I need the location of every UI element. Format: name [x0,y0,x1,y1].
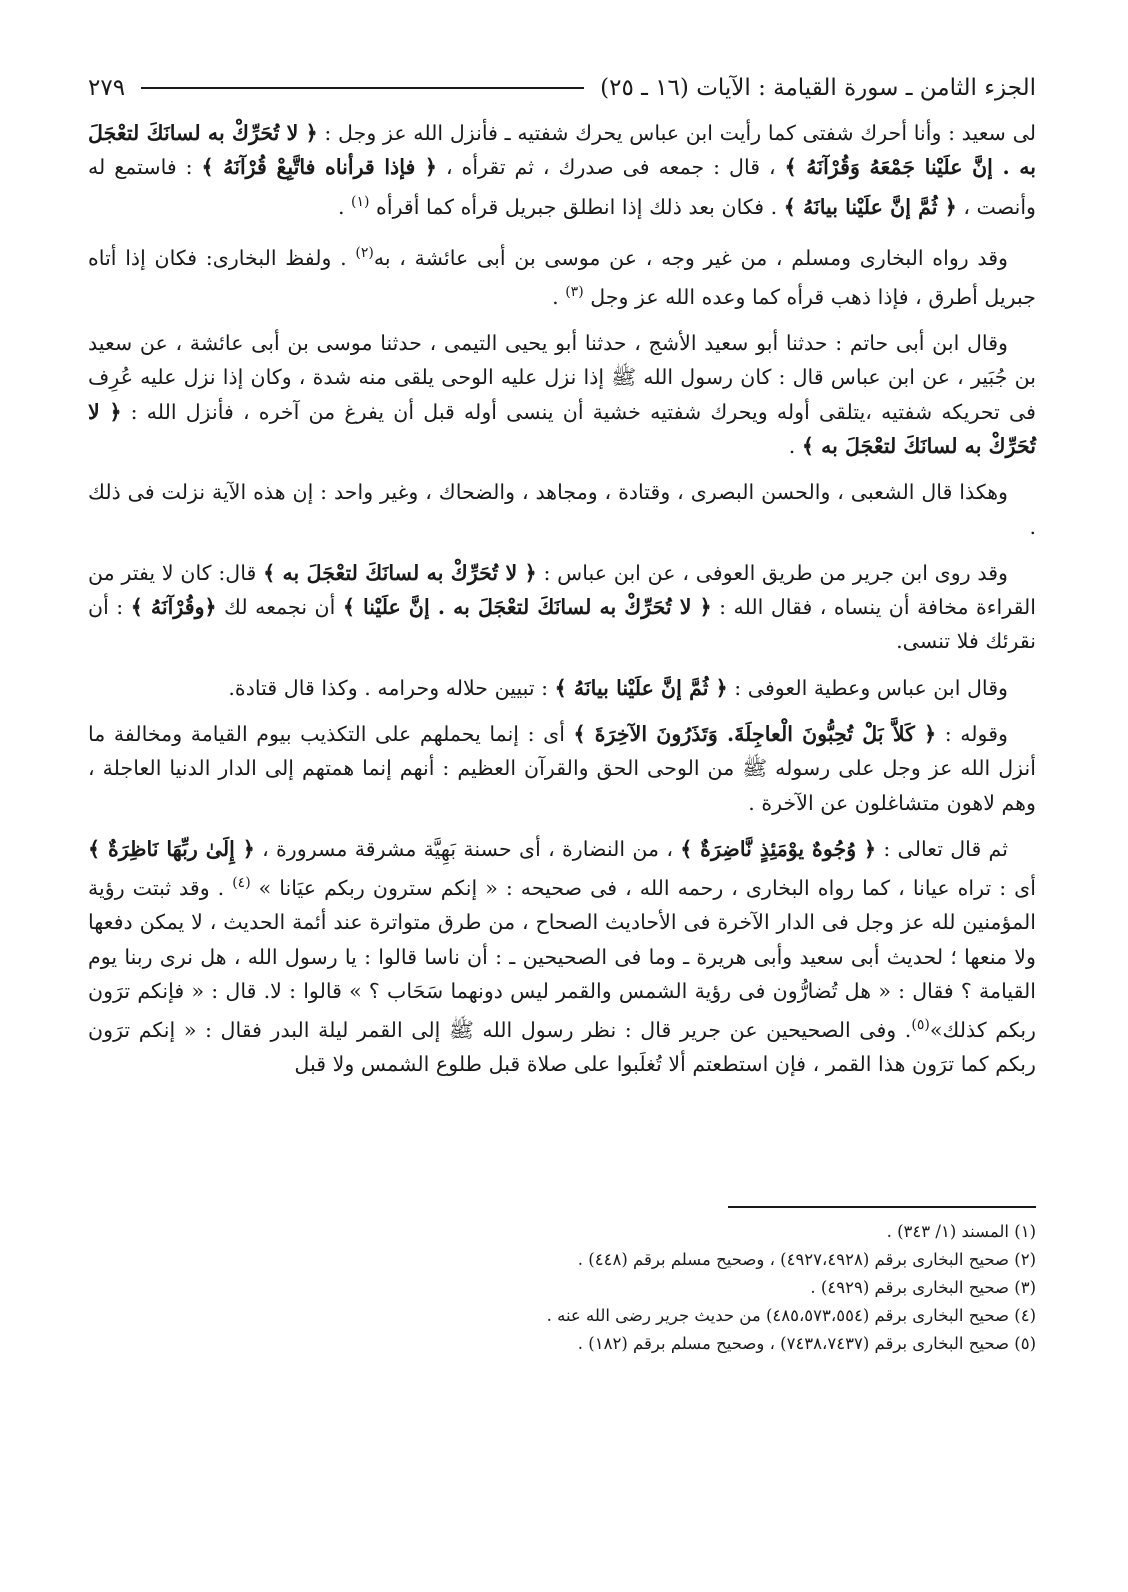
quran-quote: ﴿ إِلَىٰ ربِّهَا نَاظِرَةٌ ﴾ [88,836,255,861]
quran-quote: ﴿ كَلاَّ بَلْ تُحِبُّونَ الْعاجِلَةَ. وَتَذَرُونَ الآخِرَةَ ﴾ [573,722,937,747]
text-run: : تبيين حلاله وحرامه . وكذا قال قتادة. [228,675,555,700]
quran-quote: ﴿ وُجُوهٌ يوْمَئِذٍ نَّاضِرَةٌ ﴾ [680,836,877,861]
quran-quote: ﴿ لا تُحَرِّكْ به لسانَكَ لتعْجَلَ به ﴾ [263,560,537,585]
text-run: ثم قال تعالى : [876,836,1008,861]
text-run: ، من النضارة ، أى حسنة بَهِيَّة مشرقة مسرورة ، [254,836,681,861]
text-run: . فكان بعد ذلك إذا انطلق جبريل قرأه كما أقرأه [369,194,784,219]
footnote: (١) المسند (١/ ٣٤٣) . [886,1222,1036,1241]
text-run: . [788,433,802,458]
text-run: . وفى الصحيحين عن جرير قال : نظر رسول الله ﷺ إلى القمر ليلة البدر فقال : « إنكم ترَون ربكم كما ترَون هذا القمر ، فإن استطعتم ألا تُغلَبوا على صلاة قبل طلوع الشمس ولا قبل [88,1018,1036,1077]
text-run: وهكذا قال الشعبى ، والحسن البصرى ، وقتادة ، ومجاهد ، والضحاك ، وغير واحد : إن هذه الآية نزلت فى ذلك . [88,480,1036,539]
running-header [88,68,1036,108]
quran-quote: ﴿ فإذا قرأناه فاتَّبِعْ قُرْآنَهُ ﴾ [201,155,437,180]
footnote-separator [728,1206,1036,1208]
text-run: لى سعيد : وأنا أحرك شفتى كما رأيت ابن عباس يحرك شفتيه ـ فأنزل الله عز وجل : [317,121,1037,145]
footnote: (٢) صحيح البخارى برقم (٤٩٢٧،٤٩٢٨) ، وصحيح مسلم برقم (٤٤٨) . [577,1250,1036,1269]
text-run: . وقد ثبتت رؤية المؤمنين لله عز وجل فى الدار الآخرة فى الأحاديث الصحاح ، من طرق متواترة عند أئمة الحديث ، لا يمكن دفعها ولا منعها ؛ لحديث أبى سعيد وأبى هريرة ـ وما فى الصحيحين ـ : أن ناسا قالوا : يا رسول الله ، هل نرى ربنا يوم القيامة ؟ فقال : « هل تُضارُّون فى رؤية الشمس والقمر ليس دونهما سَحَاب ؟ » قالوا : لا. قال : « فإنكم ترَون ربكم كذلك» [88,876,1036,1043]
paragraph [88,832,1036,1082]
paragraph [88,671,1036,705]
text-run: وقد رواه البخارى ومسلم ، من غير وجه ، عن موسى بن أبى عائشة ، به [373,245,1008,270]
quran-quote: ﴿وقُرْآنَهُ ﴾ [130,595,217,620]
text-run: . [337,194,352,219]
quran-quote: ﴿ لا تُحَرِّكْ به لسانَكَ لتعْجَلَ به ﴾ [88,399,1036,458]
footnote: (٥) صحيح البخارى برقم (٧٤٣٨،٧٤٣٧) ، وصحيح مسلم برقم (١٨٢) . [577,1334,1036,1353]
book-page [88,68,1036,1548]
paragraph [88,236,1036,314]
text-run: قال: كان لا يفتر من القراءة مخافة أن ينساه ، فقال الله : [88,560,1036,620]
footnote: (٤) صحيح البخارى برقم (٤٨٥،٥٧٣،٥٥٤) من حديث جرير رضى الله عنه . [546,1306,1036,1325]
text-run: أى : تراه عيانا ، كما رواه البخارى ، رحمه الله ، فى صحيحه : « إنكم سترون ربكم عيَانا » [250,876,1036,901]
text-run: . ولفظ البخارى: فكان إذا أتاه جبريل أطرق ، فإذا ذهب قرأه كما وعده الله عز وجل [88,245,1036,309]
footnote-ref: (٣) [565,283,584,300]
footnote-ref: (١) [351,193,370,210]
footnote-ref: (٤) [232,875,251,892]
paragraph [88,475,1036,544]
quran-quote: ﴿ ثُمَّ إنَّ علَيْنا بيانَهُ ﴾ [554,675,728,700]
text-run: وقد روى ابن جرير من طريق العوفى ، عن ابن عباس : [536,560,1008,585]
text-run: . [552,284,566,309]
footnote: (٣) صحيح البخارى برقم (٤٩٢٩) . [810,1278,1036,1297]
footnote-ref: (٥) [911,1017,930,1034]
text-run: أى : إنما يحملهم على التكذيب بيوم القيامة ومخالفة ما أنزل الله عز وجل على رسوله ﷺ من الوحى الحق والقرآن العظيم : أنهم إنما همتهم إلى الدار الدنيا العاجلة ، وهم لاهون متشاغلون عن الآخرة . [88,722,1036,815]
paragraph [88,326,1036,463]
text-run: وقوله : [936,722,1008,747]
text-run: : أن نقرئك فلا تنسى. [88,595,1036,654]
quran-quote: ﴿ لا تُحَرِّكْ به لسانَكَ لتعْجَلَ به . إنَّ علَيْنا ﴾ [342,595,712,620]
footnote-ref: (٢) [355,244,374,261]
main-text [88,116,1036,1082]
text-run: : فاستمع له وأنصت ، [88,155,1036,219]
text-run: أن نجمعه لك [216,595,343,620]
paragraph [88,556,1036,659]
text-run: ، قال : جمعه فى صدرك ، ثم تقرأه ، [437,155,785,180]
paragraph [88,116,1036,224]
header-rule [141,87,584,89]
quran-quote: ﴿ لا تُحَرِّكْ به لسانَكَ لتعْجَلَ به . إنَّ علَيْنا جَمْعَهُ وَقُرْآنَهُ ﴾ [88,121,1036,180]
footnotes [88,1218,1036,1358]
running-title: الجزء الثامن ـ سورة القيامة : الآيات (١٦ ـ ٢٥) [600,75,1036,101]
text-run: وقال ابن عباس وعطية العوفى : [727,675,1008,700]
paragraph [88,717,1036,820]
page-number: ٢٧٩ [88,75,126,101]
quran-quote: ﴿ ثُمَّ إنَّ علَيْنا بيانَهُ ﴾ [783,194,957,219]
text-run: وقال ابن أبى حاتم : حدثنا أبو سعيد الأشج ، حدثنا أبو يحيى التيمى ، حدثنا موسى بن أبى عائشة ، عن سعيد بن جُبَير ، عن ابن عباس قال : كان رسول الله ﷺ إذا نزل عليه الوحى يلقى منه شدة ، وكان إذا نزل عليه عُرِف فى تحريكه شفتيه ،يتلقى أوله ويحرك شفتيه خشية أن ينسى أوله قبل أن يفرغ من آخره ، فأنزل الله : [88,331,1037,424]
